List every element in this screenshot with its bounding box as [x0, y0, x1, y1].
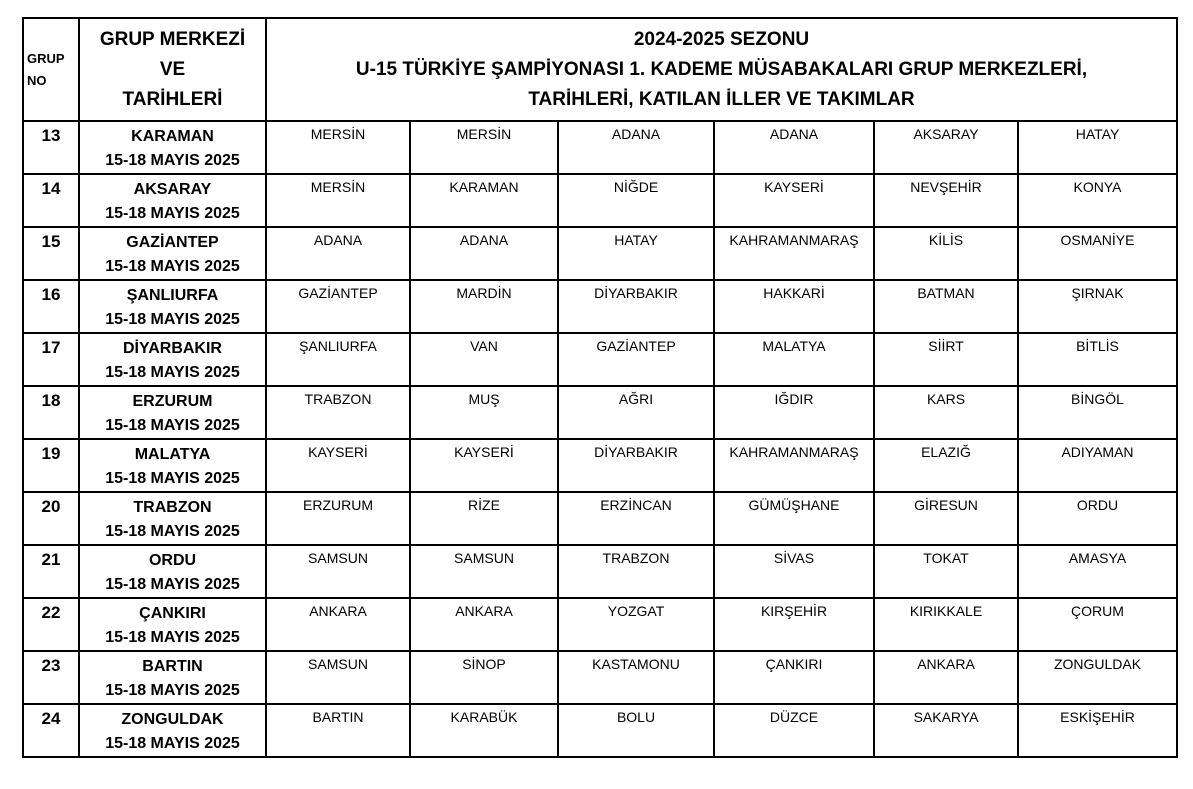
- group-center-city: ZONGULDAK: [121, 711, 224, 728]
- team-cell: KARABÜK: [410, 704, 558, 757]
- table-row: [23, 545, 1177, 598]
- team-cell: SAMSUN: [266, 545, 410, 598]
- group-number: 22: [23, 598, 79, 651]
- table-row: [23, 598, 1177, 651]
- group-center-cell: [79, 545, 266, 598]
- team-cell: SİNOP: [410, 651, 558, 704]
- team-cell: KAYSERİ: [410, 439, 558, 492]
- group-center-cell: [79, 121, 266, 174]
- team-cell: ADANA: [714, 121, 874, 174]
- team-cell: DÜZCE: [714, 704, 874, 757]
- table-row: [23, 439, 1177, 492]
- team-cell: MARDİN: [410, 280, 558, 333]
- group-number: 17: [23, 333, 79, 386]
- team-cell: GAZİANTEP: [558, 333, 714, 386]
- group-center-cell: [79, 651, 266, 704]
- team-cell: ANKARA: [266, 598, 410, 651]
- group-center-cell: [79, 386, 266, 439]
- team-cell: KİLİS: [874, 227, 1018, 280]
- team-cell: ADANA: [266, 227, 410, 280]
- center-header-line1: GRUP MERKEZİ: [99, 28, 246, 50]
- group-center-city: GAZİANTEP: [126, 234, 219, 251]
- table-row: [23, 333, 1177, 386]
- team-cell: ORDU: [1018, 492, 1177, 545]
- team-cell: SİVAS: [714, 545, 874, 598]
- team-cell: KARS: [874, 386, 1018, 439]
- team-cell: ESKİŞEHİR: [1018, 704, 1177, 757]
- group-date: 15-18 MAYIS 2025: [105, 576, 240, 593]
- team-cell: DİYARBAKIR: [558, 439, 714, 492]
- group-center-cell: [79, 492, 266, 545]
- group-date: 15-18 MAYIS 2025: [105, 682, 240, 699]
- team-cell: TRABZON: [558, 545, 714, 598]
- team-cell: YOZGAT: [558, 598, 714, 651]
- group-number: 13: [23, 121, 79, 174]
- team-cell: KIRIKKALE: [874, 598, 1018, 651]
- team-cell: ADANA: [558, 121, 714, 174]
- table-row: [23, 280, 1177, 333]
- group-center-city: TRABZON: [133, 499, 212, 516]
- group-number: 24: [23, 704, 79, 757]
- team-cell: VAN: [410, 333, 558, 386]
- table-row: [23, 386, 1177, 439]
- team-cell: SAMSUN: [266, 651, 410, 704]
- team-cell: BİTLİS: [1018, 333, 1177, 386]
- center-header-line2: VE: [159, 58, 186, 80]
- group-number: 18: [23, 386, 79, 439]
- team-cell: HATAY: [1018, 121, 1177, 174]
- center-header: [79, 18, 266, 121]
- title-line1: 2024-2025 SEZONU: [633, 28, 810, 50]
- group-no-header-line2: NO: [27, 72, 47, 88]
- group-center-cell: [79, 439, 266, 492]
- table-row: [23, 492, 1177, 545]
- group-center-cell: [79, 174, 266, 227]
- team-cell: ÇANKIRI: [714, 651, 874, 704]
- team-cell: BOLU: [558, 704, 714, 757]
- team-cell: KASTAMONU: [558, 651, 714, 704]
- team-cell: KAYSERİ: [714, 174, 874, 227]
- group-center-cell: [79, 280, 266, 333]
- group-center-cell: [79, 598, 266, 651]
- group-center-city: MALATYA: [134, 446, 211, 463]
- group-no-header-line1: GRUP: [27, 50, 65, 66]
- team-cell: SAMSUN: [410, 545, 558, 598]
- group-no-header: [23, 18, 79, 121]
- team-cell: BATMAN: [874, 280, 1018, 333]
- team-cell: MUŞ: [410, 386, 558, 439]
- team-cell: BİNGÖL: [1018, 386, 1177, 439]
- team-cell: DİYARBAKIR: [558, 280, 714, 333]
- team-cell: NİĞDE: [558, 174, 714, 227]
- title-line3: TARİHLERİ, KATILAN İLLER VE TAKIMLAR: [528, 88, 915, 110]
- group-date: 15-18 MAYIS 2025: [105, 470, 240, 487]
- team-cell: NEVŞEHİR: [874, 174, 1018, 227]
- team-cell: HATAY: [558, 227, 714, 280]
- team-cell: KONYA: [1018, 174, 1177, 227]
- team-cell: AMASYA: [1018, 545, 1177, 598]
- team-cell: OSMANİYE: [1018, 227, 1177, 280]
- schedule-table: [22, 17, 1178, 758]
- group-date: 15-18 MAYIS 2025: [105, 629, 240, 646]
- group-number: 16: [23, 280, 79, 333]
- group-date: 15-18 MAYIS 2025: [105, 258, 240, 275]
- group-date: 15-18 MAYIS 2025: [105, 523, 240, 540]
- page-title: [266, 18, 1177, 121]
- table-row: [23, 227, 1177, 280]
- team-cell: ADIYAMAN: [1018, 439, 1177, 492]
- team-cell: ANKARA: [410, 598, 558, 651]
- team-cell: KAHRAMANMARAŞ: [714, 439, 874, 492]
- team-cell: MERSİN: [410, 121, 558, 174]
- group-number: 14: [23, 174, 79, 227]
- team-cell: ERZURUM: [266, 492, 410, 545]
- group-center-city: ERZURUM: [132, 393, 213, 410]
- team-cell: GİRESUN: [874, 492, 1018, 545]
- group-date: 15-18 MAYIS 2025: [105, 735, 240, 752]
- group-center-city: ORDU: [148, 552, 197, 569]
- table-row: [23, 704, 1177, 757]
- team-cell: SİİRT: [874, 333, 1018, 386]
- group-date: 15-18 MAYIS 2025: [105, 152, 240, 169]
- group-date: 15-18 MAYIS 2025: [105, 364, 240, 381]
- group-center-city: BARTIN: [142, 658, 203, 675]
- group-date: 15-18 MAYIS 2025: [105, 205, 240, 222]
- team-cell: GAZİANTEP: [266, 280, 410, 333]
- team-cell: KIRŞEHİR: [714, 598, 874, 651]
- header-row: [23, 18, 1177, 121]
- group-number: 23: [23, 651, 79, 704]
- team-cell: KAHRAMANMARAŞ: [714, 227, 874, 280]
- group-center-city: KARAMAN: [131, 128, 214, 145]
- table-row: [23, 174, 1177, 227]
- team-cell: KARAMAN: [410, 174, 558, 227]
- group-number: 20: [23, 492, 79, 545]
- team-cell: ŞIRNAK: [1018, 280, 1177, 333]
- team-cell: TRABZON: [266, 386, 410, 439]
- team-cell: GÜMÜŞHANE: [714, 492, 874, 545]
- team-cell: AĞRI: [558, 386, 714, 439]
- team-cell: MALATYA: [714, 333, 874, 386]
- table-row: [23, 651, 1177, 704]
- team-cell: IĞDIR: [714, 386, 874, 439]
- group-number: 15: [23, 227, 79, 280]
- team-cell: ANKARA: [874, 651, 1018, 704]
- group-center-city: ŞANLIURFA: [126, 287, 219, 304]
- group-center-cell: [79, 227, 266, 280]
- group-center-city: ÇANKIRI: [139, 605, 206, 622]
- team-cell: BARTIN: [266, 704, 410, 757]
- group-number: 19: [23, 439, 79, 492]
- group-center-city: AKSARAY: [133, 181, 212, 198]
- team-cell: ERZİNCAN: [558, 492, 714, 545]
- group-date: 15-18 MAYIS 2025: [105, 311, 240, 328]
- team-cell: ADANA: [410, 227, 558, 280]
- team-cell: RİZE: [410, 492, 558, 545]
- team-cell: ZONGULDAK: [1018, 651, 1177, 704]
- team-cell: AKSARAY: [874, 121, 1018, 174]
- group-center-city: DİYARBAKIR: [123, 340, 222, 357]
- team-cell: MERSİN: [266, 174, 410, 227]
- team-cell: TOKAT: [874, 545, 1018, 598]
- team-cell: ŞANLIURFA: [266, 333, 410, 386]
- team-cell: ELAZIĞ: [874, 439, 1018, 492]
- title-line2: U-15 TÜRKİYE ŞAMPİYONASI 1. KADEME MÜSABAKALARI GRUP MERKEZLERİ,: [355, 58, 1088, 80]
- team-cell: SAKARYA: [874, 704, 1018, 757]
- group-number: 21: [23, 545, 79, 598]
- team-cell: HAKKARİ: [714, 280, 874, 333]
- team-cell: KAYSERİ: [266, 439, 410, 492]
- team-cell: MERSİN: [266, 121, 410, 174]
- team-cell: ÇORUM: [1018, 598, 1177, 651]
- center-header-line3: TARİHLERİ: [122, 88, 223, 110]
- group-center-cell: [79, 704, 266, 757]
- table-row: [23, 121, 1177, 174]
- group-date: 15-18 MAYIS 2025: [105, 417, 240, 434]
- group-center-cell: [79, 333, 266, 386]
